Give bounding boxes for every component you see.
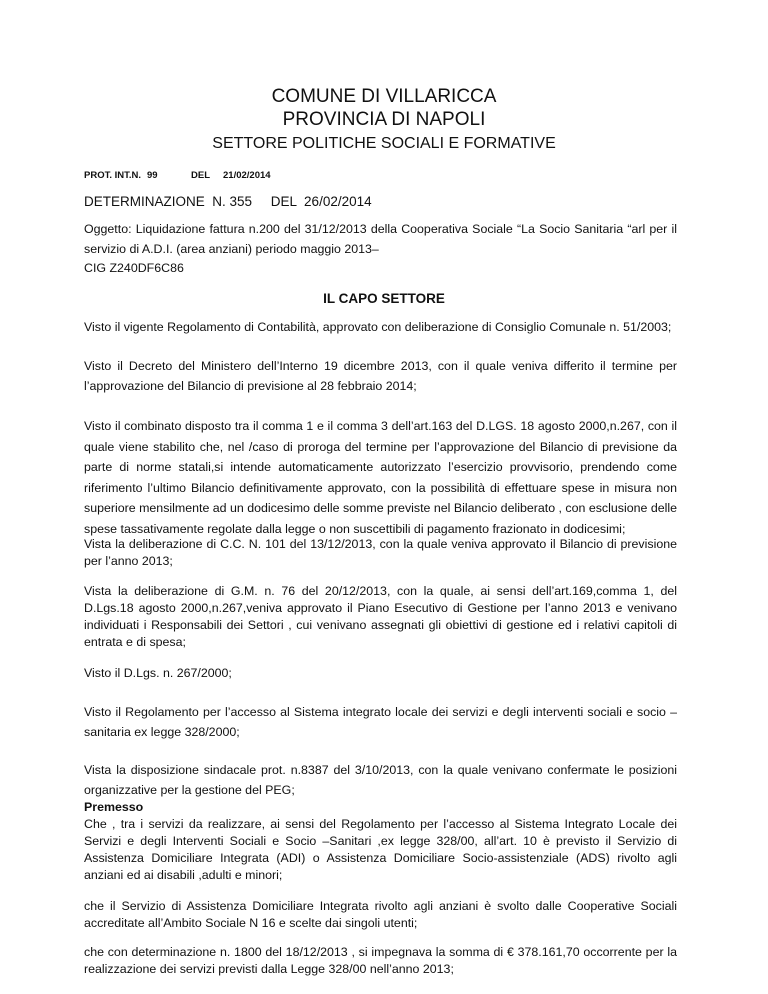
protocol-del-label: DEL	[191, 170, 210, 181]
cig-code: CIG Z240DF6C86	[84, 261, 184, 275]
paragraph-disposizione: Vista la disposizione sindacale prot. n.8387 del 3/10/2013, con la quale venivano confermate le posizioni organizzative per la gestione del PEG;	[84, 763, 677, 797]
header-municipality: COMUNE DI VILLARICCA	[271, 86, 497, 107]
header-province: PROVINCIA DI NAPOLI	[282, 109, 486, 130]
paragraph-combinato-disposto: Visto il combinato disposto tra il comma 1 e il comma 3 dell’art.163 del D.LGS. 18 agosto 2000,n.267, con il quale viene stabilito che, nel /caso di proroga del termine per l’approvazione del Bilancio di previsione da parte di norme statali,si intende automaticamente autorizzato l’esercizio provvisorio, prendendo come riferimento l’ultimo Bilancio definitivamente approvato, con la possibilità di effettuare spese in misura non superiore mensilmente ad un dodicesimo delle somme previste nel Bilancio deliberato , con esclusione delle spese tassativamente regolate dalla legge o non suscettibili di pagamento frazionato in dodicesimi;	[84, 419, 678, 536]
paragraph-decreto: Visto il Decreto del Ministero dell’Interno 19 dicembre 2013, con il quale veniva differito il termine per l’approvazione del Bilancio di previsione al 28 febbraio 2014;	[84, 359, 677, 393]
section-title: IL CAPO SETTORE	[323, 291, 445, 306]
paragraph-regolamento: Visto il vigente Regolamento di Contabilità, approvato con deliberazione di Consiglio Comunale n. 51/2003;	[84, 320, 672, 334]
subject-text	[84, 219, 677, 277]
protocol-date: 21/02/2014	[223, 170, 271, 181]
determination-number: DETERMINAZIONE N. 355 DEL 26/02/2014	[84, 194, 372, 209]
paragraph-bilancio: Vista la deliberazione di C.C. N. 101 del 13/12/2013, con la quale veniva approvato il Bilancio di previsione per l’anno 2013;	[84, 537, 677, 568]
subject-line: Oggetto: Liquidazione fattura n.200 del 31/12/2013 della Cooperativa Sociale “La Socio Sanitaria “arl per il servizio di A.D.I. (area anziani) periodo maggio 2013–	[84, 222, 677, 256]
header-department: SETTORE POLITICHE SOCIALI E FORMATIVE	[212, 135, 556, 152]
paragraph-servizi: Che , tra i servizi da realizzare, ai sensi del Regolamento per l’accesso al Sistema Integrato Locale dei Servizi e degli Interventi Sociali e Socio –Sanitari ,ex legge 328/00, all’art. 10 è previsto il Servizio di Assistenza Domiciliare Integrata (ADI) o Assistenza Domiciliare Socio-assistenziale (ADS) rivolto agli anziani ed ai disabili ,adulti e minori;	[84, 817, 677, 882]
paragraph-peg: Vista la deliberazione di G.M. n. 76 del 20/12/2013, con la quale, ai sensi dell’art.169,comma 1, del D.Lgs.18 agosto 2000,n.267,veniva approvato il Piano Esecutivo di Gestione per l’anno 2013 e venivano individuati i Responsabili dei Settori , cui venivano assegnati gli obiettivi di gestione ed i relativi capitoli di entrata e di spesa;	[84, 584, 677, 649]
premesso-label: Premesso	[84, 800, 144, 814]
paragraph-regolamento-accesso: Visto il Regolamento per l’accesso al Sistema integrato locale dei servizi e degli interventi sociali e socio – sanitaria ex legge 328/2000;	[84, 705, 677, 739]
paragraph-adi: che il Servizio di Assistenza Domiciliare Integrata rivolto agli anziani è svolto dalle Cooperative Sociali accreditate all’Ambito Sociale N 16 e scelte dai singoli utenti;	[84, 899, 677, 930]
paragraph-impegno: che con determinazione n. 1800 del 18/12/2013 , si impegnava la somma di € 378.161,70 occorrente per la realizzazione dei servizi previsti dalla Legge 328/00 nell’anno 2013;	[84, 945, 677, 976]
paragraph-dlgs: Visto il D.Lgs. n. 267/2000;	[84, 666, 232, 680]
protocol-label: PROT. INT.N.	[84, 170, 142, 181]
protocol-number: 99	[147, 170, 158, 181]
premesso-block	[84, 799, 677, 884]
